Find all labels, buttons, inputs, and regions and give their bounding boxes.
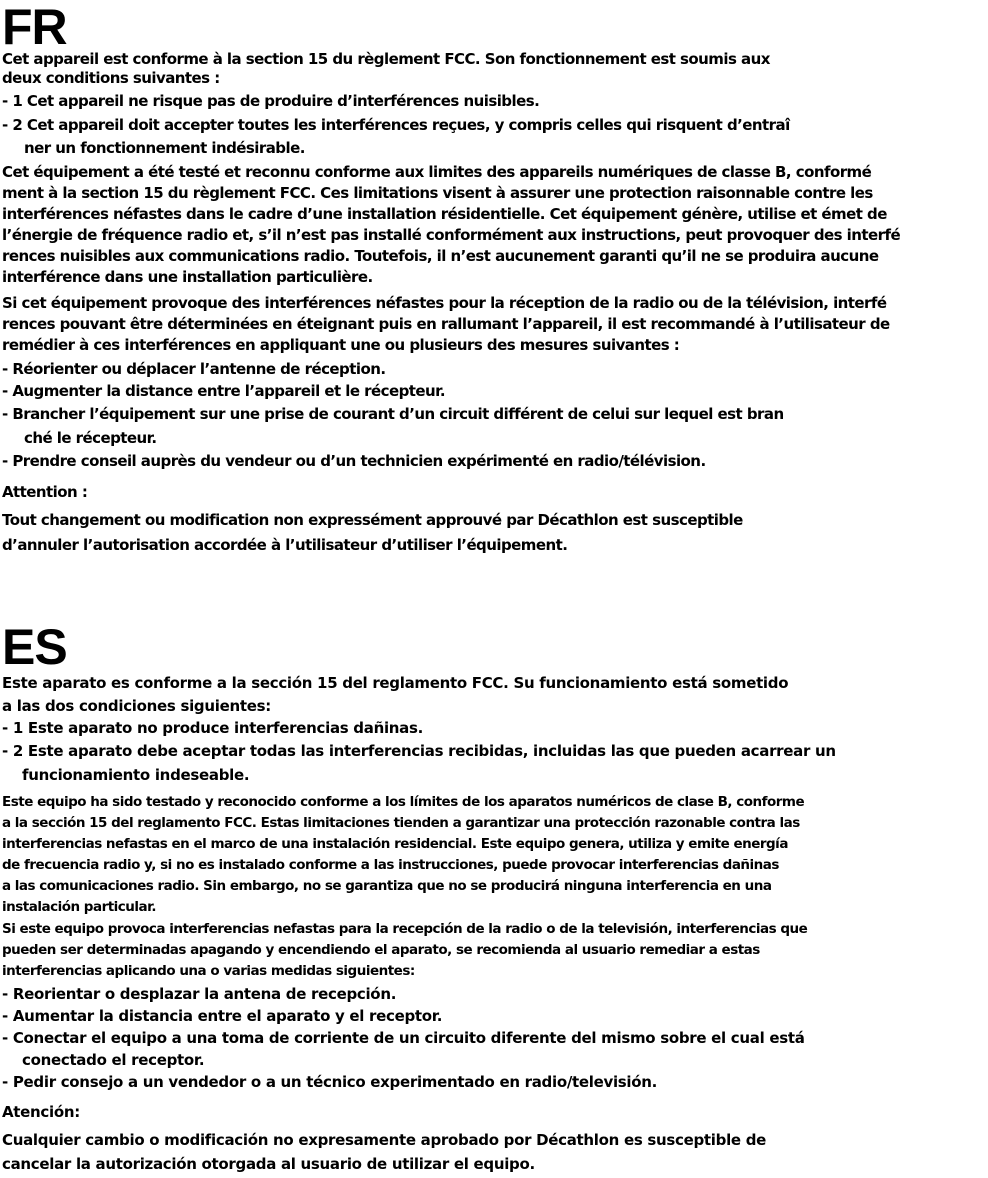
fr-measure-item: - Augmenter la distance entre l’appareil et le récepteur.	[2, 382, 446, 400]
fr-condition-2-cont: ner un fonctionnement indésirable.	[24, 139, 305, 157]
es-paragraph-line: pueden ser determinadas apagando y encendiendo el aparato, se recomienda al usuario remediar a estas	[2, 942, 760, 958]
fr-paragraph-line: rences pouvant être déterminées en éteignant puis en rallumant l’appareil, il est recommandé à l’utilisateur de	[2, 315, 890, 333]
fr-measure-item: - Réorienter ou déplacer l’antenne de réception.	[2, 360, 386, 378]
fr-attention-text: d’annuler l’autorisation accordée à l’utilisateur d’utiliser l’équipement.	[2, 536, 568, 554]
fr-paragraph-line: interférences néfastes dans le cadre d’une installation résidentielle. Cet équipement génère, utilise et émet de	[2, 205, 887, 223]
es-paragraph-line: a la sección 15 del reglamento FCC. Estas limitaciones tienden a garantizar una protección razonable contra las	[2, 815, 800, 831]
es-measure-item: - Pedir consejo a un vendedor o a un técnico experimentado en radio/televisión.	[2, 1073, 658, 1091]
fr-paragraph-line: ment à la section 15 du règlement FCC. Ces limitations visent à assurer une protection raisonnable contre les	[2, 184, 873, 202]
fr-paragraph-line: Si cet équipement provoque des interférences néfastes pour la réception de la radio ou de la télévision, interfé	[2, 294, 887, 312]
es-paragraph-line: Si este equipo provoca interferencias nefastas para la recepción de la radio o de la televisión, interferencias que	[2, 921, 808, 937]
es-attention-label: Atención:	[2, 1103, 80, 1121]
es-paragraph-line: interferencias nefastas en el marco de una instalación residencial. Este equipo genera, utiliza y emite energía	[2, 836, 788, 852]
es-paragraph-line: interferencias aplicando una o varias medidas siguientes:	[2, 963, 415, 979]
es-paragraph-line: instalación particular.	[2, 899, 157, 915]
fr-paragraph-line: rences nuisibles aux communications radio. Toutefois, il n’est aucunement garanti qu’il ne se produira aucune	[2, 247, 879, 265]
fr-paragraph-line: interférence dans une installation particulière.	[2, 268, 373, 286]
fr-paragraph-line: remédier à ces interférences en appliquant une ou plusieurs des mesures suivantes :	[2, 336, 680, 354]
es-intro-line: a las dos condiciones siguientes:	[2, 697, 271, 715]
fr-attention-label: Attention :	[2, 483, 88, 501]
fr-intro-line: Cet appareil est conforme à la section 15 du règlement FCC. Son fonctionnement est soumis aux	[2, 50, 770, 68]
es-measure-item-cont: conectado el receptor.	[22, 1051, 205, 1069]
es-condition-2-cont: funcionamiento indeseable.	[22, 766, 250, 784]
fr-measure-item-cont: ché le récepteur.	[24, 429, 157, 447]
es-attention-text: cancelar la autorización otorgada al usuario de utilizar el equipo.	[2, 1155, 535, 1173]
fr-attention-text: Tout changement ou modification non expressément approuvé par Décathlon est susceptible	[2, 511, 743, 529]
es-paragraph-line: Este equipo ha sido testado y reconocido conforme a los límites de los aparatos numéricos de clase B, conforme	[2, 794, 805, 810]
es-intro-line: Este aparato es conforme a la sección 15 del reglamento FCC. Su funcionamiento está sometido	[2, 674, 789, 692]
fr-paragraph-line: Cet équipement a été testé et reconnu conforme aux limites des appareils numériques de classe B, conformé	[2, 163, 872, 181]
es-heading: ES	[2, 619, 67, 675]
es-condition-1: - 1 Este aparato no produce interferencias dañinas.	[2, 719, 424, 737]
es-measure-item: - Conectar el equipo a una toma de corriente de un circuito diferente del mismo sobre el cual está	[2, 1029, 805, 1047]
es-measure-item: - Reorientar o desplazar la antena de recepción.	[2, 985, 397, 1003]
fr-condition-2: - 2 Cet appareil doit accepter toutes les interférences reçues, y compris celles qui risquent d’entraî	[2, 116, 790, 134]
fr-measure-item: - Brancher l’équipement sur une prise de courant d’un circuit différent de celui sur lequel est bran	[2, 405, 784, 423]
fr-measure-item: - Prendre conseil auprès du vendeur ou d’un technicien expérimenté en radio/télévision.	[2, 452, 706, 470]
es-measure-item: - Aumentar la distancia entre el aparato y el receptor.	[2, 1007, 443, 1025]
fr-heading: FR	[2, 0, 67, 55]
es-attention-text: Cualquier cambio o modificación no expresamente aprobado por Décathlon es susceptible de	[2, 1131, 767, 1149]
es-condition-2: - 2 Este aparato debe aceptar todas las interferencias recibidas, incluidas las que pueden acarrear un	[2, 742, 836, 760]
fr-intro-line: deux conditions suivantes :	[2, 69, 220, 87]
fr-condition-1: - 1 Cet appareil ne risque pas de produire d’interférences nuisibles.	[2, 92, 540, 110]
es-paragraph-line: de frecuencia radio y, si no es instalado conforme a las instrucciones, puede provocar interferencias dañinas	[2, 857, 779, 873]
es-paragraph-line: a las comunicaciones radio. Sin embargo, no se garantiza que no se producirá ninguna interferencia en una	[2, 878, 772, 894]
fr-paragraph-line: l’énergie de fréquence radio et, s’il n’est pas installé conformément aux instructions, peut provoquer des interfé	[2, 226, 901, 244]
